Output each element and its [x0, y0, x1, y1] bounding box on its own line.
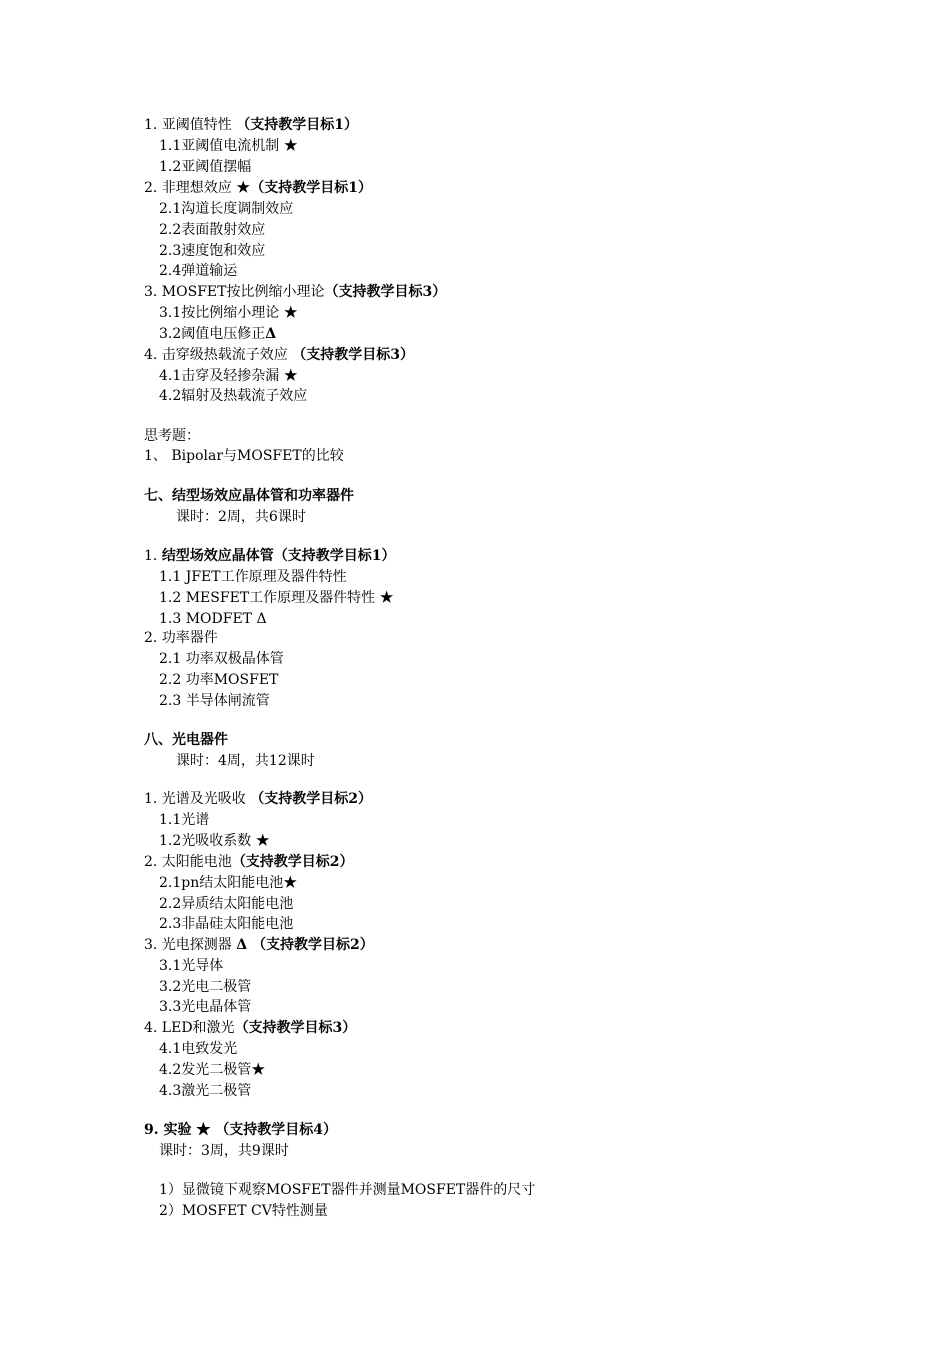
outline-subitem: 2.3速度饱和效应 [159, 243, 266, 259]
outline-subitem: 2.3非晶硅太阳能电池 [159, 916, 294, 932]
outline-item: 4. LED和激光（支持教学目标3） [144, 1020, 357, 1036]
outline-subitem: 4.2发光二极管★ [159, 1062, 266, 1078]
outline-item: 2. 非理想效应 ★（支持教学目标1） [144, 180, 373, 196]
outline-subitem: 1.2亚阈值摆幅 [159, 159, 252, 175]
outline-subitem: 1.1 JFET工作原理及器件特性 [159, 569, 347, 585]
outline-subitem: 1.1亚阈值电流机制 ★ [159, 138, 298, 154]
outline-subitem: 2.3 半导体闸流管 [159, 693, 270, 709]
outline-subitem: 1.1光谱 [159, 812, 210, 828]
outline-subitem: 2.1沟道长度调制效应 [159, 201, 294, 217]
section-heading: 七、结型场效应晶体管和功率器件 [144, 488, 354, 504]
outline-subitem: 3.3光电晶体管 [159, 999, 252, 1015]
outline-subitem: 1.2 MESFET工作原理及器件特性 ★ [159, 590, 394, 606]
outline-item: 4. 击穿级热载流子效应 （支持教学目标3） [144, 347, 415, 363]
outline-item: 1. 结型场效应晶体管（支持教学目标1） [144, 548, 396, 564]
outline-subitem: 2.2表面散射效应 [159, 222, 266, 238]
section-heading: 八、光电器件 [144, 732, 228, 748]
outline-subitem: 3.1按比例缩小理论 ★ [159, 305, 298, 321]
outline-item: 1. 光谱及光吸收 （支持教学目标2） [144, 791, 373, 807]
questions-heading: 思考题： [144, 428, 200, 444]
section-hours: 课时：2周，共6课时 [176, 509, 306, 525]
outline-subitem: 2.2 功率MOSFET [159, 672, 279, 688]
outline-subitem: 4.2辐射及热载流子效应 [159, 388, 308, 404]
outline-item: 2. 太阳能电池（支持教学目标2） [144, 854, 354, 870]
outline-subitem: 4.3激光二极管 [159, 1083, 252, 1099]
outline-subitem: 2.1pn结太阳能电池★ [159, 875, 298, 891]
outline-item: 1. 亚阈值特性 （支持教学目标1） [144, 117, 359, 133]
section-hours: 课时：3周，共9课时 [159, 1143, 289, 1159]
outline-subitem: 4.1电致发光 [159, 1041, 238, 1057]
outline-subitem: 3.2光电二极管 [159, 979, 252, 995]
outline-subitem: 3.2阈值电压修正Δ [159, 326, 277, 342]
outline-item: 3. 光电探测器 Δ （支持教学目标2） [144, 937, 374, 953]
outline-subitem: 2.1 功率双极晶体管 [159, 651, 284, 667]
outline-subitem: 1.2光吸收系数 ★ [159, 833, 270, 849]
section-hours: 课时：4周，共12课时 [176, 753, 315, 769]
experiment-item: 1）显微镜下观察MOSFET器件并测量MOSFET器件的尺寸 [159, 1182, 536, 1198]
experiment-item: 2）MOSFET CV特性测量 [159, 1203, 328, 1219]
outline-item: 3. MOSFET按比例缩小理论（支持教学目标3） [144, 284, 447, 300]
outline-subitem: 4.1击穿及轻掺杂漏 ★ [159, 368, 298, 384]
outline-subitem: 3.1光导体 [159, 958, 224, 974]
outline-subitem: 1.3 MODFET Δ [159, 611, 267, 627]
section-heading: 9. 实验 ★ （支持教学目标4） [144, 1122, 337, 1138]
outline-subitem: 2.2异质结太阳能电池 [159, 896, 294, 912]
question-item: 1、 Bipolar与MOSFET的比较 [144, 448, 344, 464]
outline-subitem: 2.4弹道输运 [159, 263, 238, 279]
outline-item: 2. 功率器件 [144, 630, 218, 646]
